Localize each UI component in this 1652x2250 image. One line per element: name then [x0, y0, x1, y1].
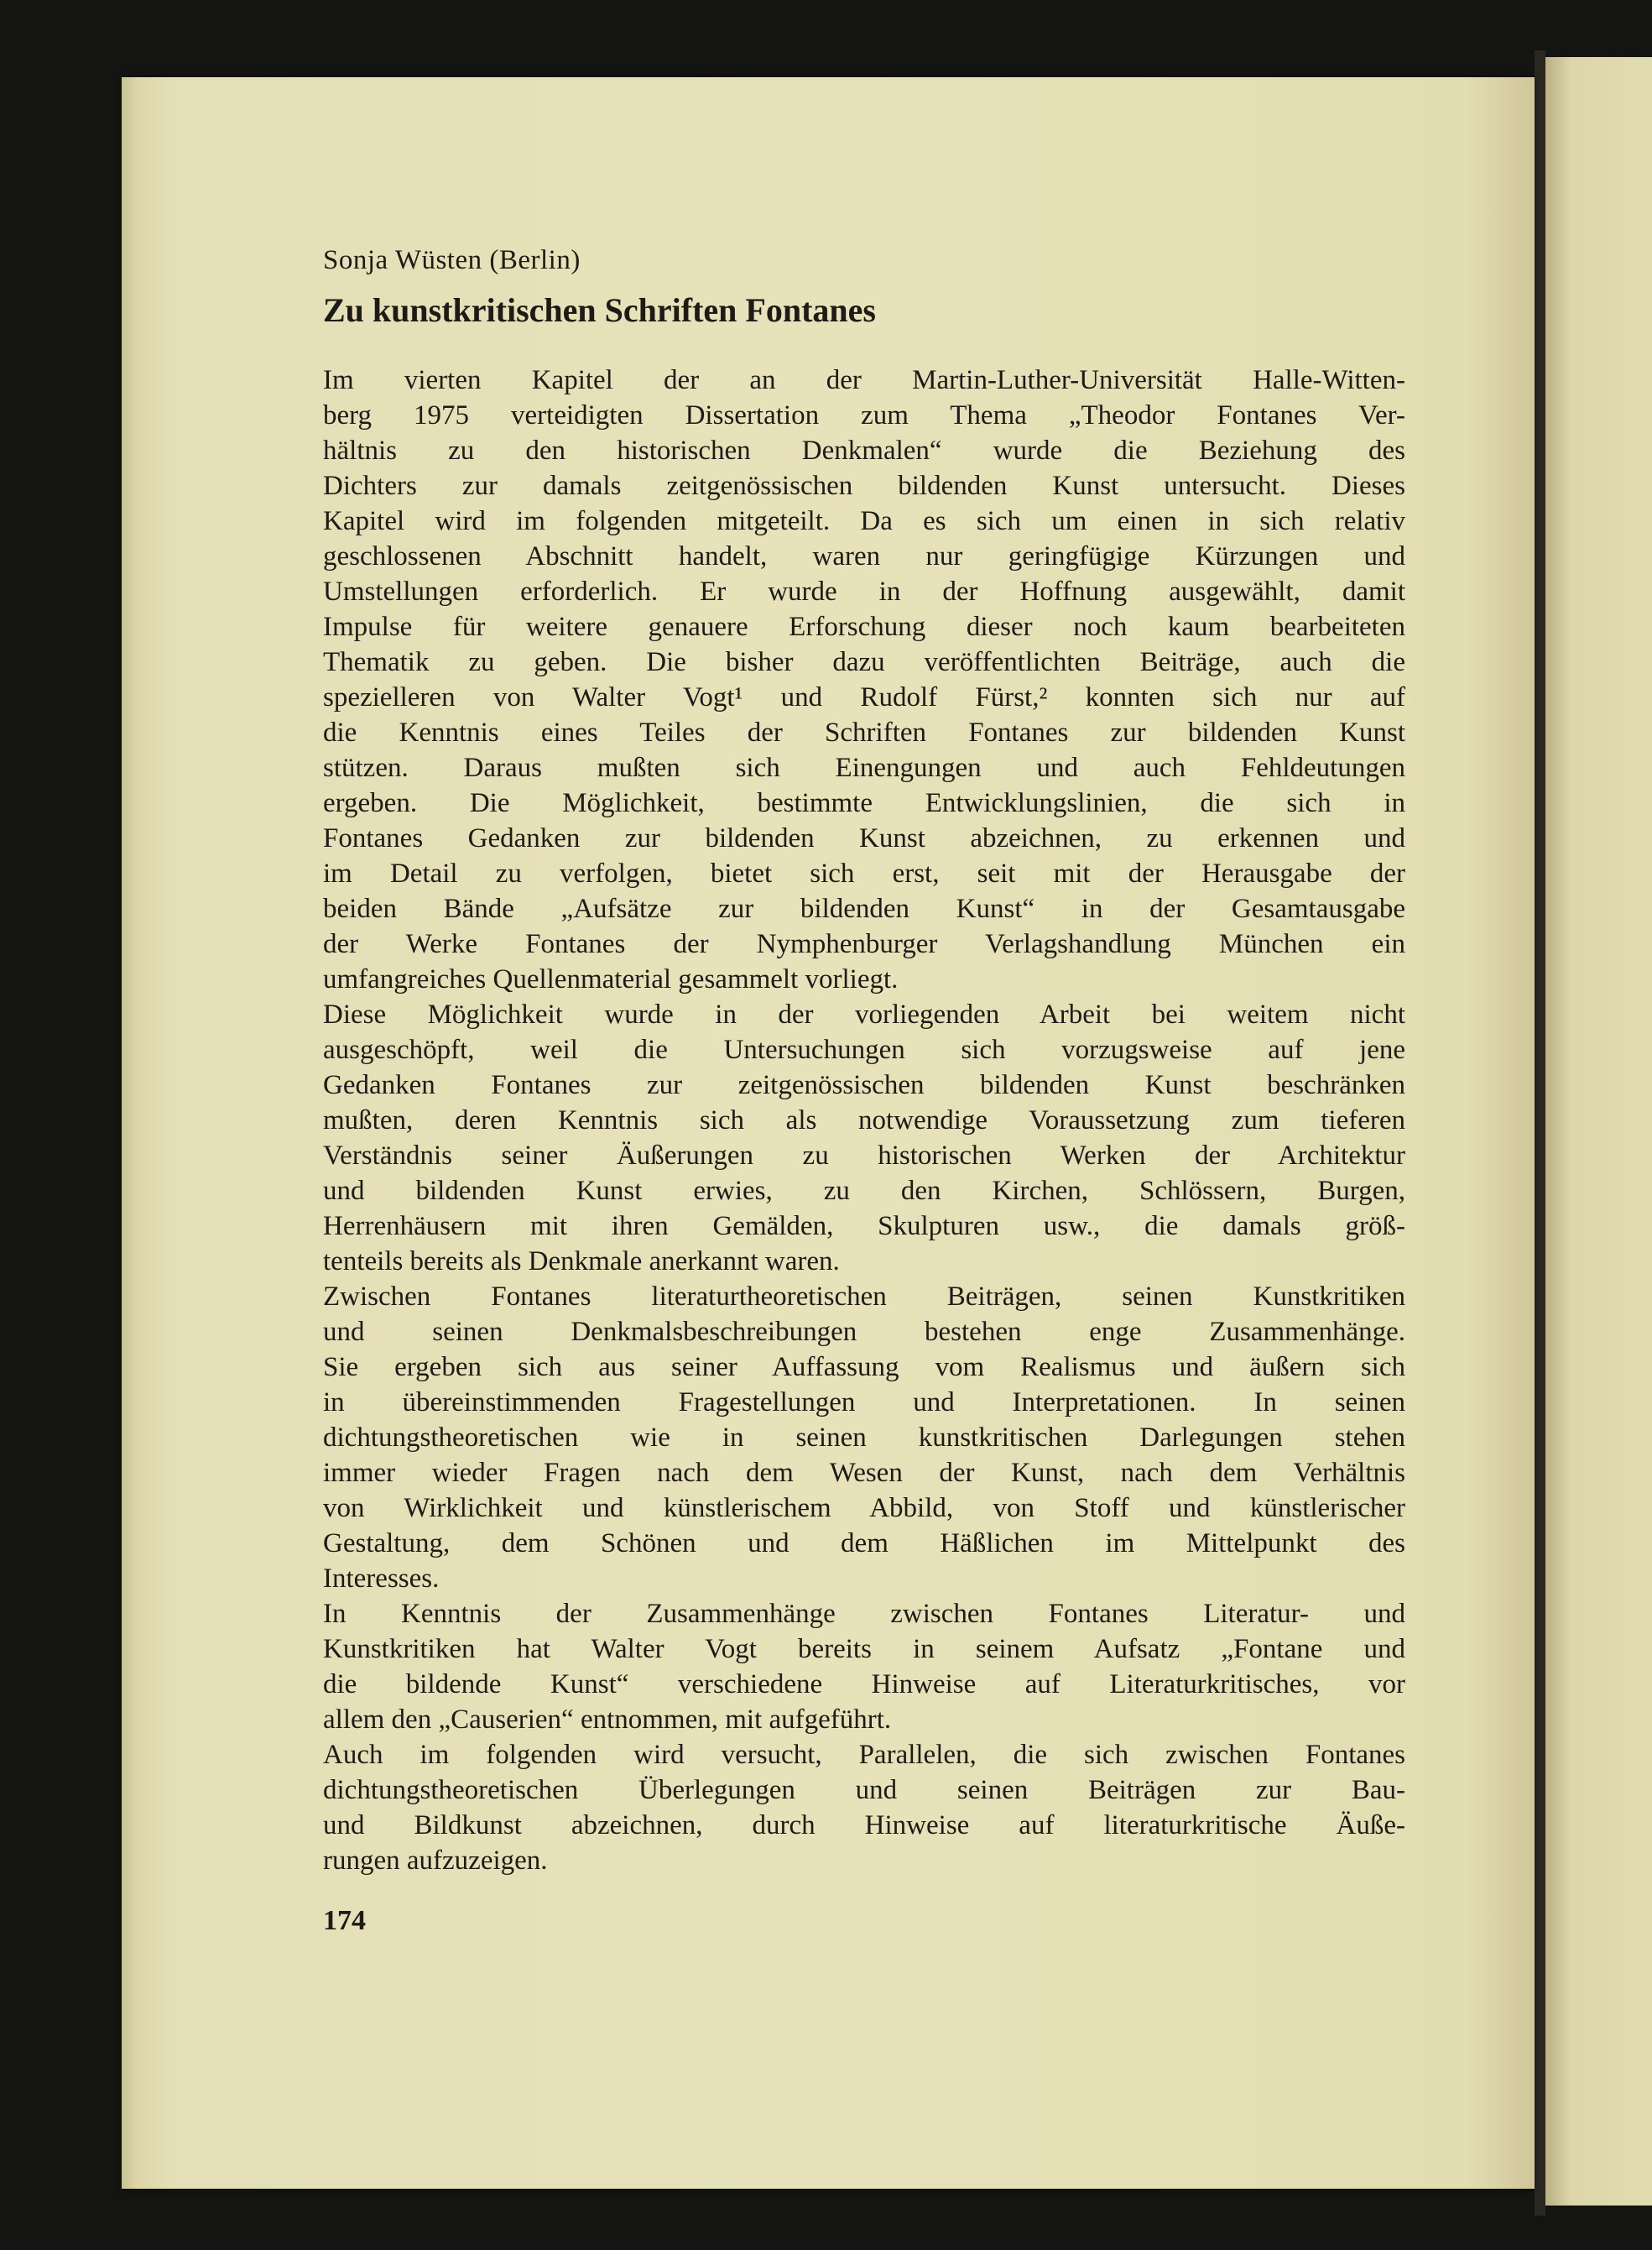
paragraph-4-line: In Kenntnis der Zusammenhänge zwischen Fontanes Literatur- und: [323, 1599, 1405, 1629]
paragraph-4-line: allem den „Causerien“ entnommen, mit aufgeführt.: [323, 1704, 892, 1735]
paragraph-5-line: Auch im folgenden wird versucht, Parallelen, die sich zwischen Fontanes: [323, 1740, 1405, 1770]
paragraph-2-line: Gedanken Fontanes zur zeitgenössischen bildenden Kunst beschränken: [323, 1070, 1405, 1100]
paragraph-2-line: und bildenden Kunst erwies, zu den Kirchen, Schlössern, Burgen,: [323, 1176, 1405, 1206]
paragraph-1-line: spezielleren von Walter Vogt¹ und Rudolf Fürst,² konnten sich nur auf: [323, 682, 1405, 713]
book-gutter: [1535, 50, 1545, 2216]
paragraph-1-line: hältnis zu den historischen Denkmalen“ wurde die Beziehung des: [323, 436, 1405, 466]
paragraph-1-line: Kapitel wird im folgenden mitgeteilt. Da es sich um einen in sich relativ: [323, 506, 1405, 536]
paragraph-2-line: mußten, deren Kenntnis sich als notwendige Voraussetzung zum tieferen: [323, 1105, 1405, 1135]
paragraph-1-line: umfangreiches Quellenmaterial gesammelt vorliegt.: [323, 964, 899, 994]
paragraph-3-line: in übereinstimmenden Fragestellungen und Interpretationen. In seinen: [323, 1387, 1405, 1417]
paragraph-1-line: der Werke Fontanes der Nymphenburger Verlagshandlung München ein: [323, 929, 1405, 959]
paragraph-2-line: ausgeschöpft, weil die Untersuchungen sich vorzugsweise auf jene: [323, 1035, 1405, 1065]
paragraph-1-line: die Kenntnis eines Teiles der Schriften Fontanes zur bildenden Kunst: [323, 718, 1405, 748]
paragraph-1-line: stützen. Daraus mußten sich Einengungen und auch Fehldeutungen: [323, 753, 1405, 783]
author-line: Sonja Wüsten (Berlin): [323, 245, 581, 275]
paragraph-3-line: immer wieder Fragen nach dem Wesen der Kunst, nach dem Verhältnis: [323, 1458, 1405, 1488]
paragraph-5-line: dichtungstheoretischen Überlegungen und seinen Beiträgen zur Bau-: [323, 1775, 1405, 1805]
paragraph-1-line: Umstellungen erforderlich. Er wurde in der Hoffnung ausgewählt, damit: [323, 577, 1405, 607]
paragraph-3-line: und seinen Denkmalsbeschreibungen bestehen enge Zusammenhänge.: [323, 1317, 1405, 1347]
page-number: 174: [323, 1905, 366, 1936]
paragraph-2-line: Diese Möglichkeit wurde in der vorliegenden Arbeit bei weitem nicht: [323, 1000, 1405, 1030]
paragraph-3-line: Gestaltung, dem Schönen und dem Häßlichen im Mittelpunkt des: [323, 1528, 1405, 1558]
article-title: Zu kunstkritischen Schriften Fontanes: [323, 291, 876, 329]
paragraph-3-line: von Wirklichkeit und künstlerischem Abbild, von Stoff und künstlerischer: [323, 1493, 1405, 1523]
paragraph-2-line: tenteils bereits als Denkmale anerkannt waren.: [323, 1246, 840, 1276]
paragraph-1-line: geschlossenen Abschnitt handelt, waren nur geringfügige Kürzungen und: [323, 541, 1405, 572]
paragraph-1-line: Fontanes Gedanken zur bildenden Kunst abzeichnen, zu erkennen und: [323, 823, 1405, 854]
paragraph-3-line: Sie ergeben sich aus seiner Auffassung vom Realismus und äußern sich: [323, 1352, 1405, 1382]
paragraph-3-line: dichtungstheoretischen wie in seinen kunstkritischen Darlegungen stehen: [323, 1423, 1405, 1453]
paragraph-1-line: Thematik zu geben. Die bisher dazu veröffentlichten Beiträge, auch die: [323, 647, 1405, 677]
paragraph-1-line: beiden Bände „Aufsätze zur bildenden Kunst“ in der Gesamtausgabe: [323, 894, 1405, 924]
paragraph-2-line: Verständnis seiner Äußerungen zu historischen Werken der Architektur: [323, 1141, 1405, 1171]
paragraph-2-line: Herrenhäusern mit ihren Gemälden, Skulpturen usw., die damals größ-: [323, 1211, 1405, 1241]
paragraph-1-line: Im vierten Kapitel der an der Martin-Luther-Universität Halle-Witten-: [323, 365, 1405, 395]
facing-page-edge: [1545, 57, 1652, 2206]
paragraph-5-line: rungen aufzuzeigen.: [323, 1845, 548, 1876]
paragraph-4-line: die bildende Kunst“ verschiedene Hinweise auf Literaturkritisches, vor: [323, 1669, 1405, 1699]
paragraph-1-line: im Detail zu verfolgen, bietet sich erst, seit mit der Herausgabe der: [323, 859, 1405, 889]
paragraph-3-line: Interesses.: [323, 1564, 440, 1594]
paragraph-4-line: Kunstkritiken hat Walter Vogt bereits in seinem Aufsatz „Fontane und: [323, 1634, 1405, 1664]
paragraph-5-line: und Bildkunst abzeichnen, durch Hinweise auf literaturkritische Äuße-: [323, 1810, 1405, 1840]
paragraph-3-line: Zwischen Fontanes literaturtheoretischen Beiträgen, seinen Kunstkritiken: [323, 1282, 1405, 1312]
paragraph-1-line: Dichters zur damals zeitgenössischen bildenden Kunst untersucht. Dieses: [323, 471, 1405, 501]
paragraph-1-line: ergeben. Die Möglichkeit, bestimmte Entwicklungslinien, die sich in: [323, 788, 1405, 818]
paragraph-1-line: Impulse für weitere genauere Erforschung dieser noch kaum bearbeiteten: [323, 612, 1405, 642]
paragraph-1-line: berg 1975 verteidigten Dissertation zum Thema „Theodor Fontanes Ver-: [323, 400, 1405, 431]
